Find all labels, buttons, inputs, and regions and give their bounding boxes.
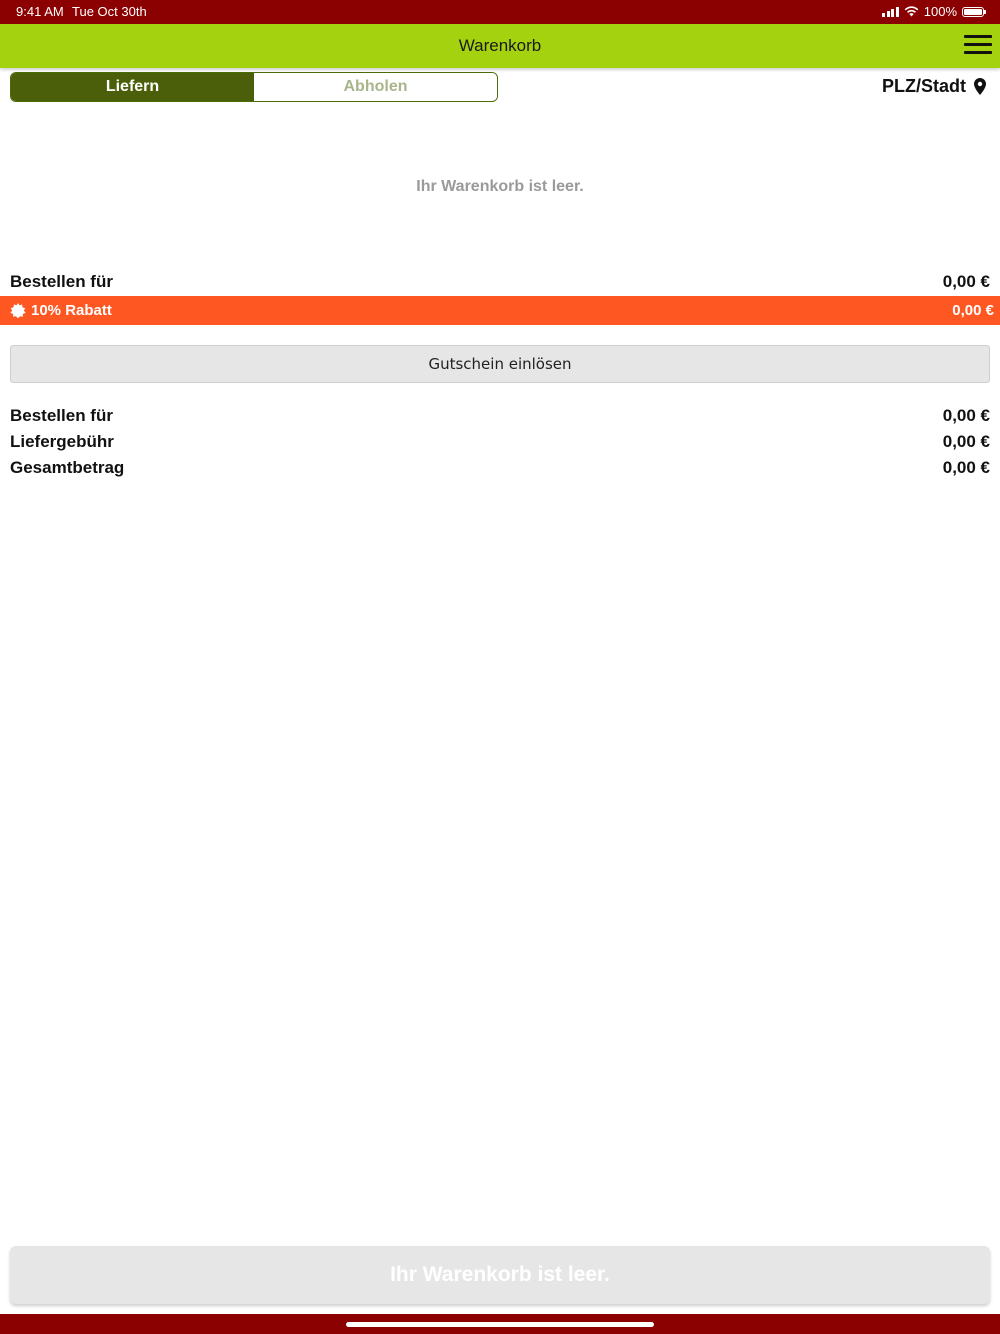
home-indicator-bar — [0, 1314, 1000, 1334]
location-selector[interactable] — [882, 76, 986, 97]
order-for-value: 0,00 € — [942, 272, 990, 291]
checkout-button[interactable]: Ihr Warenkorb ist leer. — [10, 1246, 990, 1304]
status-time: 9:41 AM — [16, 4, 64, 19]
home-indicator[interactable] — [346, 1322, 654, 1327]
summary-label: Gesamtbetrag — [10, 458, 125, 477]
nav-header — [0, 24, 1000, 68]
location-label: PLZ/Stadt — [882, 76, 966, 96]
summary-label: Bestellen für — [10, 406, 113, 425]
summary-label: Liefergebühr — [10, 432, 114, 451]
wifi-icon — [904, 6, 919, 17]
discount-label: 10% Rabatt — [31, 302, 112, 319]
summary-row — [10, 406, 990, 426]
hamburger-menu-icon[interactable] — [964, 35, 992, 57]
badge-icon — [10, 303, 26, 319]
delivery-mode-toggle — [10, 72, 498, 102]
empty-cart-message: Ihr Warenkorb ist leer. — [416, 178, 584, 195]
tab-deliver[interactable]: Liefern — [11, 73, 254, 101]
battery-icon — [962, 7, 984, 17]
tab-pickup[interactable]: Abholen — [254, 73, 497, 101]
cellular-signal-icon — [882, 6, 899, 17]
summary-row — [10, 432, 990, 452]
status-indicators — [882, 4, 984, 19]
discount-value: 0,00 € — [952, 302, 994, 319]
page-title: Warenkorb — [458, 36, 542, 55]
map-pin-icon — [974, 78, 986, 95]
summary-value: 0,00 € — [942, 458, 990, 477]
redeem-voucher-button[interactable]: Gutschein einlösen — [10, 345, 990, 383]
order-for-label: Bestellen für — [10, 272, 113, 291]
status-bar — [0, 0, 1000, 24]
order-for-row — [10, 272, 990, 292]
summary-row — [10, 458, 990, 478]
battery-percentage: 100% — [923, 4, 957, 19]
summary-value: 0,00 € — [942, 432, 990, 451]
status-date: Tue Oct 30th — [72, 4, 147, 19]
summary-value: 0,00 € — [942, 406, 990, 425]
discount-banner — [0, 296, 1000, 325]
